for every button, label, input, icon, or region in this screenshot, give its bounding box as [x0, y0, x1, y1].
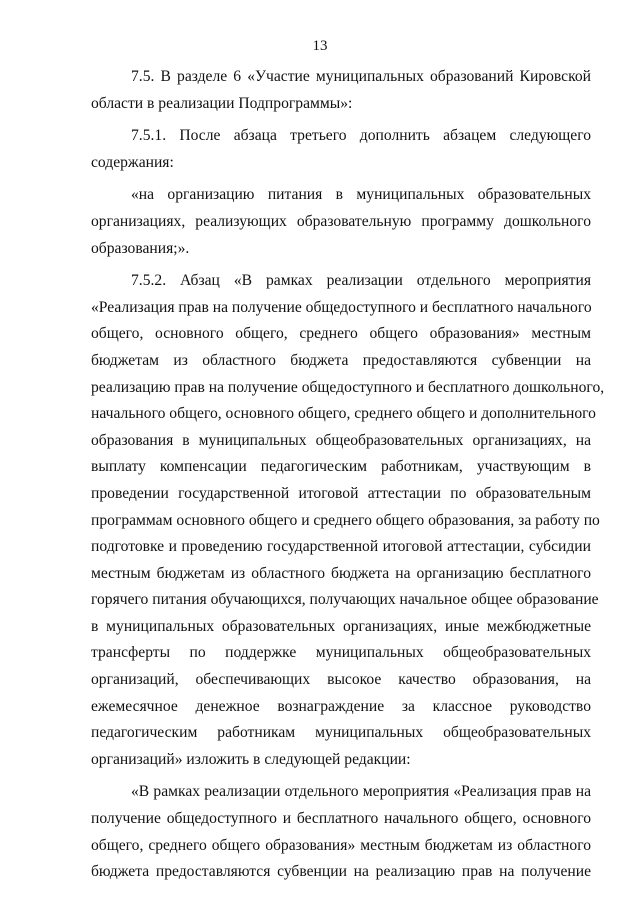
text-line: 7.5.2. Абзац «В рамках реализации отдельного мероприятия — [131, 272, 591, 290]
paragraph — [91, 268, 605, 773]
paragraph — [91, 123, 591, 176]
text-line: педагогическим работникам муниципальных общеобразовательных — [91, 724, 591, 742]
text-line: начального общего, основного общего, среднего общего и дополнительного — [91, 405, 596, 423]
paragraph — [91, 779, 591, 885]
text-line: ежемесячное денежное вознаграждение за классное руководство — [91, 697, 591, 715]
text-line: содержания: — [91, 153, 174, 171]
text-line: выплату компенсации педагогическим работникам, участвующим в — [91, 458, 591, 476]
text-line: местным бюджетам из областного бюджета на организацию бесплатного — [91, 564, 591, 582]
text-line: бюджета предоставляются субвенции на реализацию прав на получение — [91, 863, 591, 881]
text-line: общего, среднего общего образования» местным бюджетам из областного — [91, 836, 591, 854]
text-line: организациях, реализующих образовательную программу дошкольного — [91, 212, 591, 230]
text-line: «на организацию питания в муниципальных образовательных — [131, 186, 591, 204]
page-number: 13 — [312, 38, 328, 54]
text-line: образования в муниципальных общеобразовательных организациях, на — [91, 431, 591, 449]
text-line: образования;». — [91, 239, 190, 257]
text-line: в муниципальных образовательных организациях, иные межбюджетные — [91, 617, 591, 635]
paragraph — [91, 182, 591, 262]
text-line: программам основного общего и среднего общего образования, за работу по — [91, 511, 600, 529]
paragraph — [91, 64, 591, 117]
text-line: трансферты по поддержке муниципальных общеобразовательных — [91, 644, 591, 662]
text-line: 7.5.1. После абзаца третьего дополнить абзацем следующего — [131, 127, 591, 145]
text-line: подготовке и проведению государственной итоговой аттестации, субсидии — [91, 538, 591, 556]
text-line: организаций» изложить в следующей редакции: — [91, 750, 411, 768]
text-line: области в реализации Подпрограммы»: — [91, 94, 353, 112]
text-line: общего, основного общего, среднего общего образования» местным — [91, 325, 591, 343]
text-line: проведении государственной итоговой аттестации по образовательным — [91, 484, 591, 502]
text-line: получение общедоступного и бесплатного начального общего, основного — [91, 810, 591, 828]
text-line: реализацию прав на получение общедоступного и бесплатного дошкольного, — [91, 378, 605, 396]
text-line: бюджетам из областного бюджета предоставляются субвенции на — [91, 351, 591, 369]
document-body — [91, 64, 605, 886]
text-line: «В рамках реализации отдельного мероприятия «Реализация прав на — [131, 783, 591, 801]
text-line: 7.5. В разделе 6 «Участие муниципальных образований Кировской — [131, 68, 591, 85]
text-line: организаций, обеспечивающих высокое качество образования, на — [91, 671, 591, 689]
text-line: «Реализация прав на получение общедоступного и бесплатного начального — [91, 298, 592, 316]
text-line: горячего питания обучающихся, получающих начальное общее образование — [91, 591, 599, 609]
